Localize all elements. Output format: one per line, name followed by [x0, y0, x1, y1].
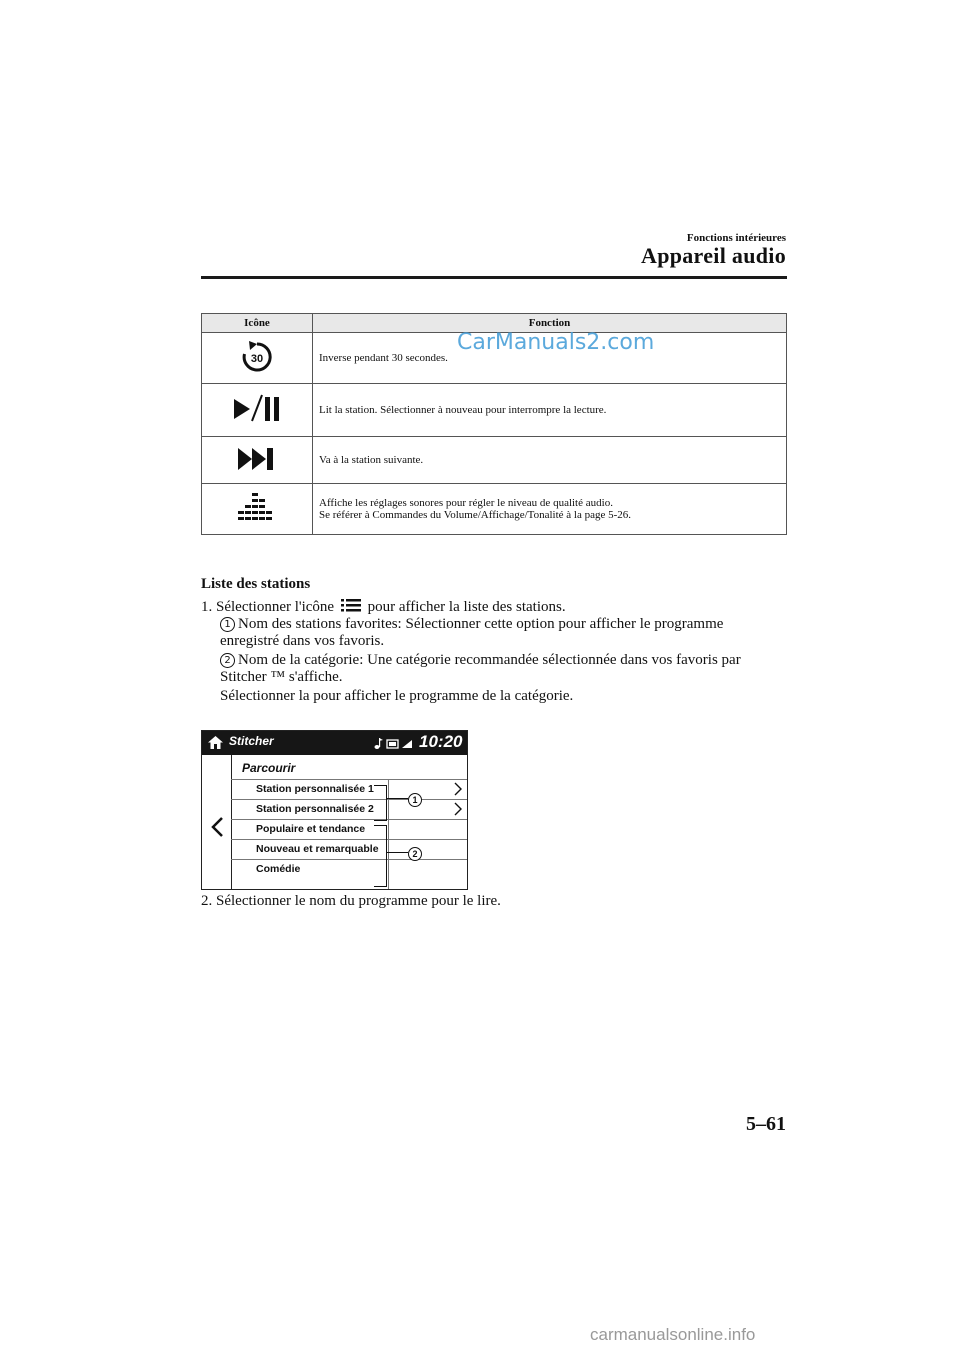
category-row-label: Nouveau et remarquable — [256, 843, 379, 855]
station-row-label: Station personnalisée 2 — [256, 803, 374, 815]
icon-cell — [202, 333, 313, 384]
skip-next-icon — [237, 446, 277, 472]
station-row[interactable] — [231, 799, 467, 820]
chapter-title: Appareil audio — [641, 243, 786, 268]
callout-bracket-1 — [374, 785, 387, 821]
callout-marker: 1 — [220, 617, 235, 632]
function-cell — [313, 484, 787, 535]
callout-item-1 — [220, 616, 780, 650]
function-text: Lit la station. Sélectionner à nouveau pour interrompre la lecture. — [319, 404, 607, 416]
function-cell — [313, 384, 787, 437]
callout-label-2 — [408, 844, 422, 862]
callout-number: 1 — [408, 793, 422, 807]
chevron-right-icon — [454, 782, 462, 796]
screen-app-name: Stitcher — [229, 734, 274, 748]
step-1 — [201, 598, 566, 616]
callout-item-2 — [220, 652, 780, 686]
status-icons — [374, 736, 414, 750]
icon-cell — [202, 437, 313, 484]
home-icon — [208, 736, 223, 749]
row-divider — [388, 820, 389, 840]
callout-bracket-2 — [374, 825, 387, 887]
stitcher-screen-illustration — [201, 730, 468, 890]
screen-title-bar — [202, 731, 467, 755]
equalizer-icon — [237, 491, 277, 525]
chevron-right-icon — [454, 802, 462, 816]
header-rule — [201, 276, 787, 279]
table-row — [202, 384, 787, 437]
callout-item-2-continued: Sélectionner la pour afficher le programme de la catégorie. — [220, 688, 574, 704]
play-pause-icon — [232, 393, 282, 425]
step-text: pour afficher la liste des stations. — [367, 599, 566, 615]
section-heading: Liste des stations — [201, 576, 311, 592]
list-icon — [341, 598, 361, 613]
row-divider — [388, 840, 389, 860]
column-header-function: Fonction — [313, 314, 787, 333]
page-number: 5–61 — [746, 1113, 786, 1135]
icon-cell — [202, 484, 313, 535]
category-row-label: Populaire et tendance — [256, 823, 366, 835]
rewind-30-icon — [240, 340, 274, 374]
step-text: Sélectionner l'icône — [216, 599, 335, 615]
callout-number: 2 — [408, 847, 422, 861]
category-row[interactable] — [231, 839, 467, 860]
signal-icon — [402, 740, 412, 748]
music-note-icon — [375, 738, 384, 749]
callout-text: Nom de la catégorie: Une catégorie recommandée sélectionnée dans vos favoris par Stitcher ™ s'affiche. — [220, 652, 741, 685]
step-2: 2. Sélectionner le nom du programme pour le lire. — [201, 893, 501, 909]
callout-text: Nom des stations favorites: Sélectionner cette option pour afficher le programme enregistré dans vos favoris. — [220, 616, 724, 649]
screen-clock: 10:20 — [419, 732, 463, 751]
category-row[interactable] — [231, 819, 467, 840]
callout-label-1 — [408, 790, 422, 808]
step-number: 1. — [201, 599, 213, 615]
station-row-label: Station personnalisée 1 — [256, 783, 374, 795]
watermark: CarManuals2.com — [457, 330, 655, 355]
table-row — [202, 484, 787, 535]
icon-cell — [202, 384, 313, 437]
category-row-label: Comédie — [256, 863, 301, 875]
screen-left-panel — [202, 755, 232, 889]
function-text: Inverse pendant 30 secondes. — [319, 352, 448, 364]
row-divider — [388, 860, 389, 889]
back-arrow-icon[interactable] — [210, 816, 224, 838]
screen-breadcrumb: Parcourir — [242, 761, 296, 775]
function-text: Affiche les réglages sonores pour régler le niveau de qualité audio. — [319, 497, 613, 509]
section-label: Fonctions intérieures — [686, 232, 786, 244]
rewind-30-label: 30 — [250, 352, 264, 365]
function-cell — [313, 437, 787, 484]
station-row[interactable] — [231, 779, 467, 800]
callout-leader-1 — [386, 798, 408, 799]
function-text: Va à la station suivante. — [319, 454, 424, 466]
table-row — [202, 437, 787, 484]
column-header-icon: Icône — [202, 314, 313, 333]
function-text: Se référer à Commandes du Volume/Affichage/Tonalité à la page 5-26. — [319, 509, 632, 521]
footer-watermark: carmanualsonline.info — [590, 1325, 756, 1344]
callout-leader-2 — [386, 852, 408, 853]
row-divider — [388, 780, 389, 800]
callout-marker: 2 — [220, 653, 235, 668]
row-divider — [388, 800, 389, 820]
battery-icon — [387, 740, 398, 748]
category-row[interactable] — [231, 859, 467, 889]
